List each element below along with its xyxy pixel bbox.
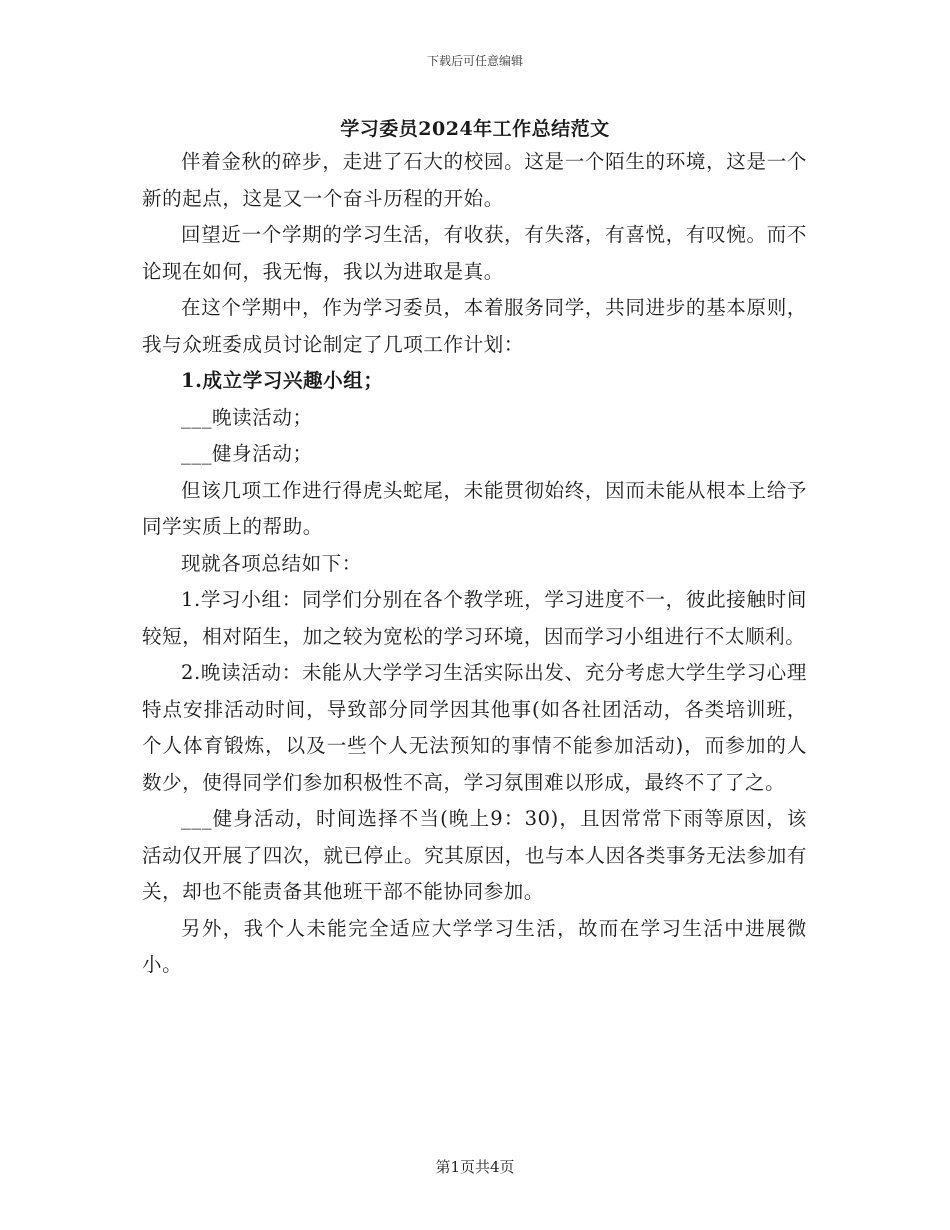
paragraph: ___晚读活动；	[181, 405, 313, 429]
paragraph: 另外，我个人未能完全适应大学学习生活，故而在学习生活中进展微小。	[142, 916, 807, 976]
paragraph: 2.晚读活动：未能从大学学习生活实际出发、充分考虑大学生学习心理特点安排活动时间，导致部分同学因其他事(如各社团活动，各类培训班，个人体育锻炼，以及一些个人无法预知的事情不能参加活动)，而参加的人数少，使得同学们参加积极性不高，学习氛围难以形成，最终不了了之。	[142, 661, 807, 794]
paragraph: 回望近一个学期的学习生活，有收获，有失落，有喜悦，有叹惋。而不论现在如何，我无悔，我以为进取是真。	[142, 223, 807, 283]
paragraph: 但该几项工作进行得虎头蛇尾，未能贯彻始终，因而未能从根本上给予同学实质上的帮助。	[142, 478, 807, 538]
page-number-footer: 第1页共4页	[435, 1158, 515, 1176]
paragraph: ___健身活动；	[181, 442, 313, 465]
paragraph: ___健身活动，时间选择不当(晚上9：30)，且因常常下雨等原因，该活动仅开展了四次，就已停止。究其原因，也与本人因各类事务无法参加有关，却也不能责备其他班干部不能协同参加。	[142, 807, 807, 903]
paragraph: 1.学习小组：同学们分别在各个教学班，学习进度不一，彼此接触时间较短，相对陌生，加之较为宽松的学习环境，因而学习小组进行不太顺利。	[142, 588, 807, 648]
document-title: 学习委员2024年工作总结范文	[340, 118, 610, 140]
paragraph: 在这个学期中，作为学习委员，本着服务同学，共同进步的基本原则，我与众班委成员讨论制定了几项工作计划：	[142, 296, 807, 356]
page-header-note: 下载后可任意编辑	[426, 54, 523, 68]
paragraph: 现就各项总结如下：	[181, 551, 362, 575]
section-heading: 1.成立学习兴趣小组；	[181, 369, 384, 392]
paragraph: 伴着金秋的碎步，走进了石大的校园。这是一个陌生的环境，这是一个新的起点，这是又一个奋斗历程的开始。	[142, 150, 807, 210]
document-body	[142, 144, 807, 984]
